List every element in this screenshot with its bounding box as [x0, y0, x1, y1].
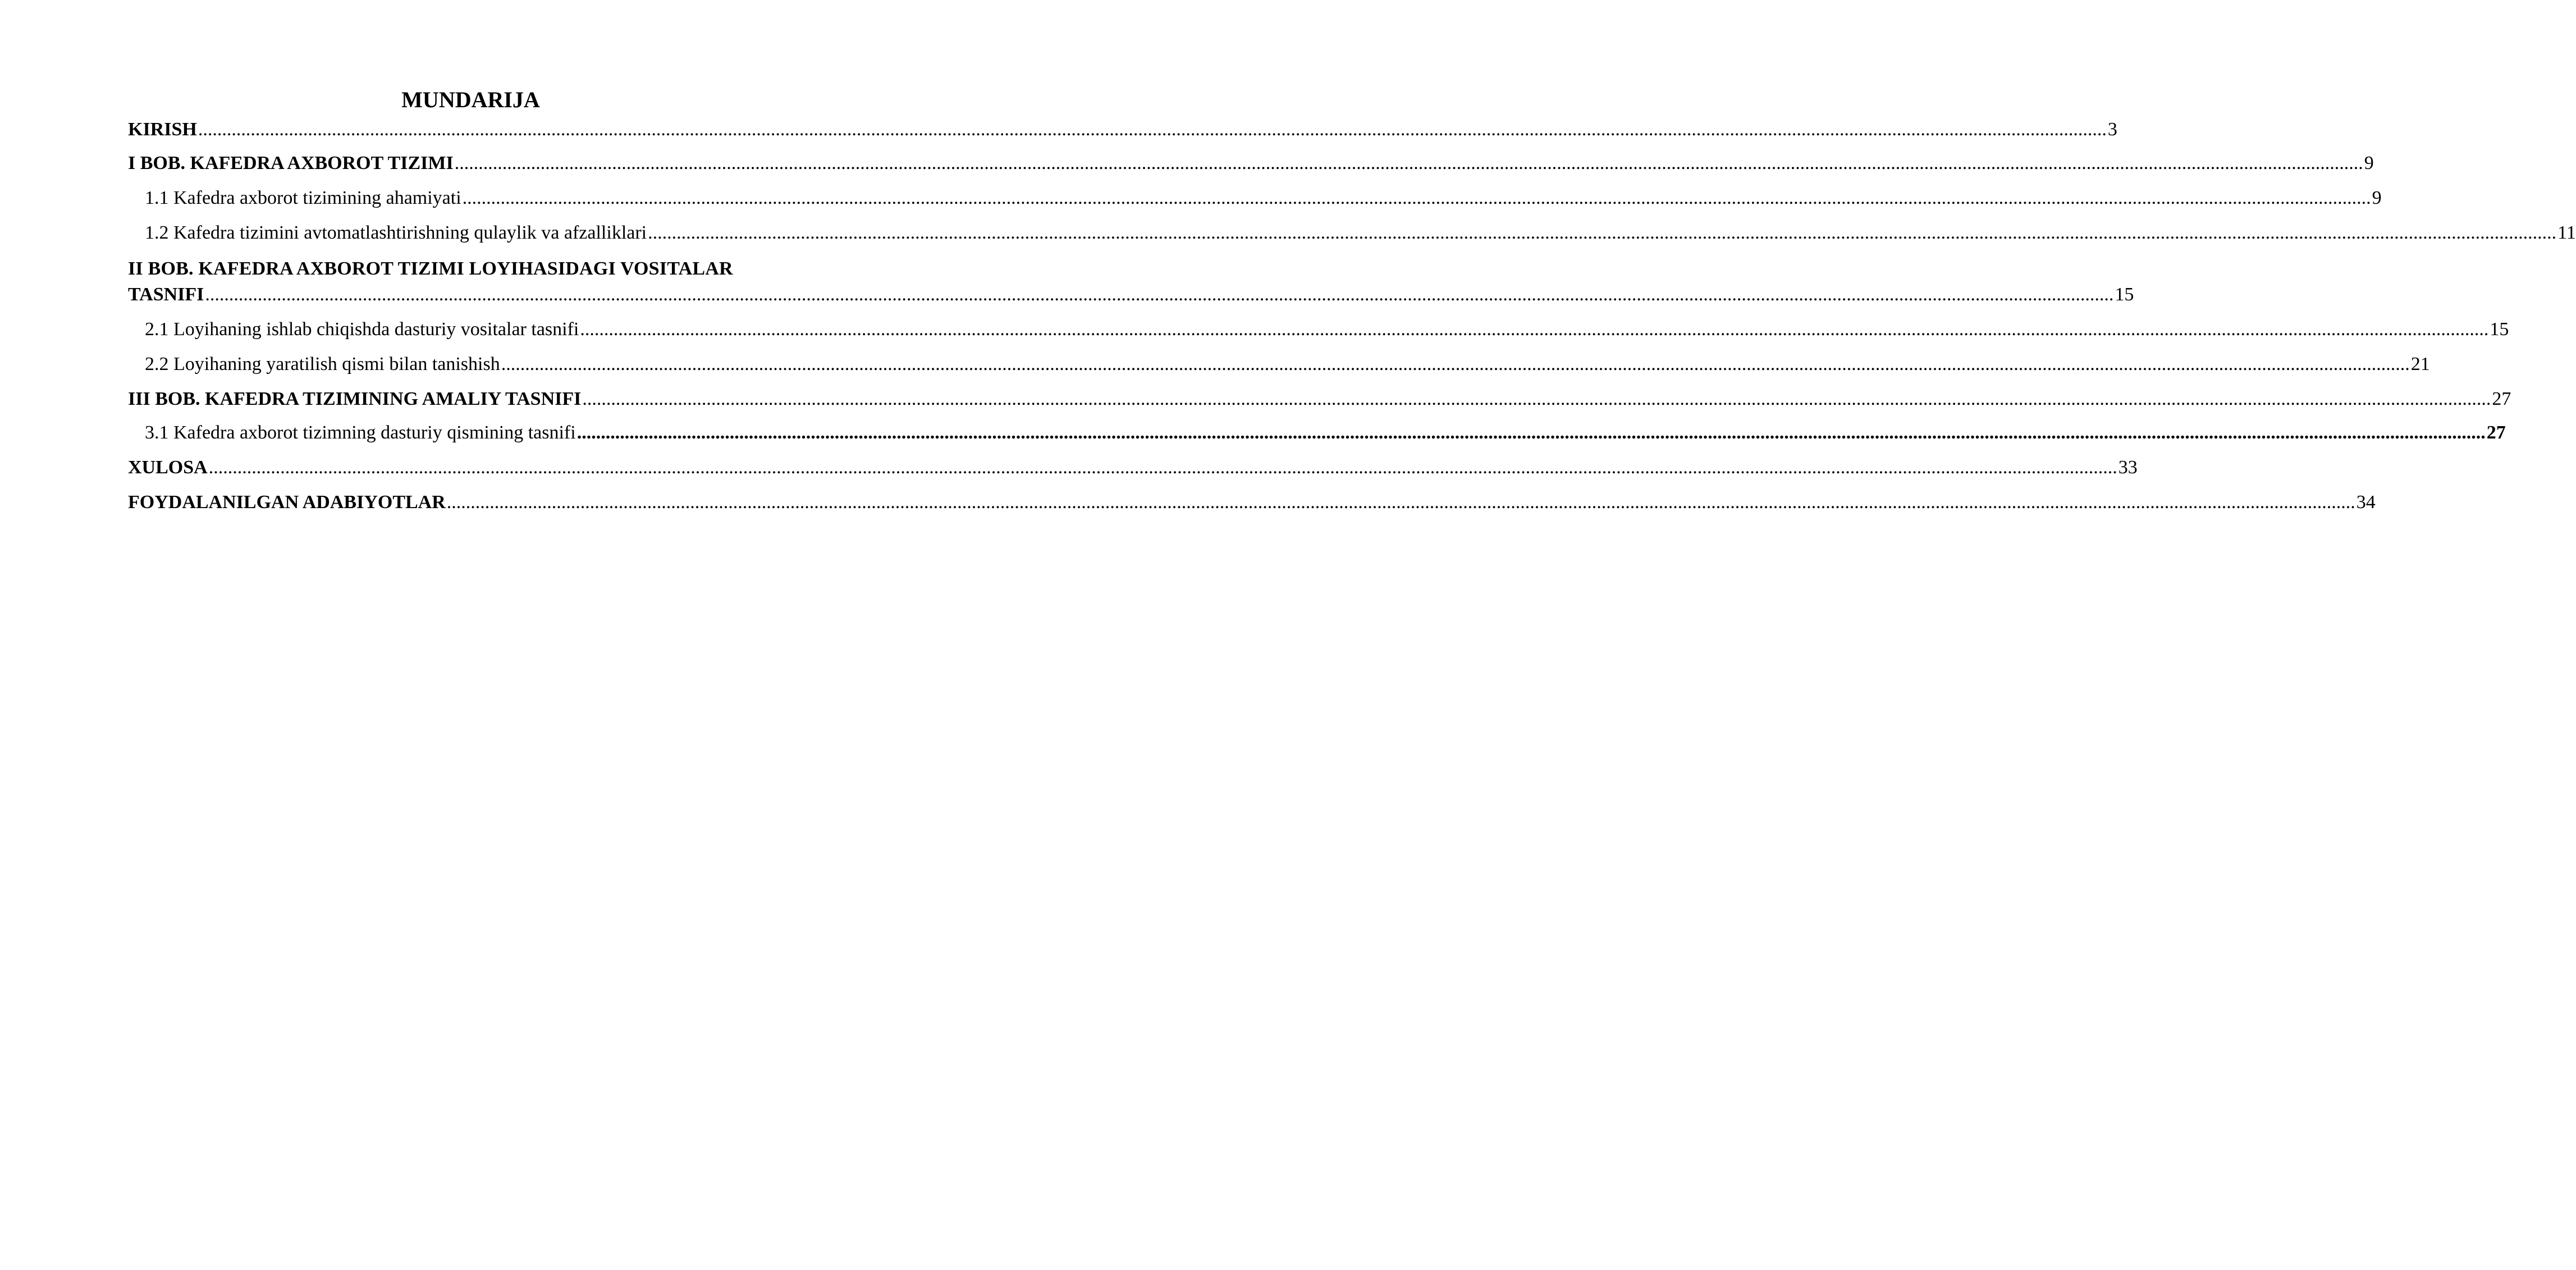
toc-entry-label: 1.2 Kafedra tizimini avtomatlashtirishning qulaylik va afzalliklari — [145, 222, 647, 243]
toc-entry-label-line-1: II BOB. KAFEDRA AXBOROT TIZIMI LOYIHASIDAGI VOSITALAR — [128, 258, 733, 279]
toc-entry-label: III BOB. KAFEDRA TIZIMINING AMALIY TASNIFI — [128, 389, 582, 409]
toc-entry-page: 21 — [2410, 354, 2430, 374]
toc-list — [128, 117, 2576, 515]
toc-entry-chapter-3[interactable] — [128, 386, 2511, 412]
dot-leader: ................................................................................................................................................................................................................................................................................................................................................................................................................ — [208, 457, 2117, 478]
toc-entry-kirish[interactable] — [128, 117, 2117, 143]
toc-entry-label-line-2: TASNIFI — [128, 284, 204, 305]
toc-entry-label: 2.2 Loyihaning yaratilish qismi bilan tanishish — [145, 354, 500, 374]
toc-entry-xulosa[interactable] — [128, 455, 2138, 481]
toc-entry-section-2-1[interactable] — [128, 317, 2509, 342]
toc-entry-chapter-2[interactable] — [128, 256, 2134, 308]
toc-title: MUNDARIJA — [401, 87, 540, 112]
dot-leader: ................................................................................................................................................................................................................................................................................................................................................................................................................ — [198, 119, 2107, 140]
dot-leader: ................................................................................................................................................................................................................................................................................................................................................................................................................ — [648, 222, 2557, 243]
toc-entry-label: FOYDALANILGAN ADABIYOTLAR — [128, 492, 446, 513]
toc-entry-second-line — [128, 282, 2134, 308]
dot-leader: ................................................................................................................................................................................................................................................................................................................................................................................................................ — [576, 422, 2486, 443]
toc-entry-label: 3.1 Kafedra axborot tizimning dasturiy qismining tasnifi — [145, 422, 576, 443]
toc-entry-label: I BOB. KAFEDRA AXBOROT TIZIMI — [128, 153, 454, 173]
toc-entry-label: KIRISH — [128, 119, 197, 140]
toc-entry-label: XULOSA — [128, 457, 208, 478]
dot-leader: ................................................................................................................................................................................................................................................................................................................................................................................................................ — [205, 284, 2114, 305]
toc-entry-label: 1.1 Kafedra axborot tizimining ahamiyati — [145, 188, 461, 208]
toc-entry-chapter-1[interactable] — [128, 150, 2374, 176]
toc-entry-label: 2.1 Loyihaning ishlab chiqishda dasturiy vositalar tasnifi — [145, 319, 579, 340]
toc-entry-page: 27 — [2492, 389, 2511, 409]
toc-entry-section-1-1[interactable] — [128, 185, 2382, 211]
dot-leader: ................................................................................................................................................................................................................................................................................................................................................................................................................ — [501, 354, 2410, 374]
toc-entry-page: 15 — [2490, 319, 2509, 340]
dot-leader: ................................................................................................................................................................................................................................................................................................................................................................................................................ — [454, 153, 2363, 173]
table-of-contents — [128, 84, 2576, 515]
toc-entry-page: 11 — [2557, 222, 2576, 243]
toc-entry-page: 9 — [2364, 153, 2374, 173]
dot-leader: ................................................................................................................................................................................................................................................................................................................................................................................................................ — [462, 188, 2371, 208]
toc-entry-section-2-2[interactable] — [128, 351, 2430, 377]
dot-leader: ................................................................................................................................................................................................................................................................................................................................................................................................................ — [580, 319, 2489, 340]
toc-entry-section-3-1[interactable] — [128, 420, 2506, 446]
toc-entry-references[interactable] — [128, 490, 2376, 515]
toc-entry-page: 33 — [2118, 457, 2138, 478]
toc-entry-page: 9 — [2372, 188, 2382, 208]
dot-leader: ................................................................................................................................................................................................................................................................................................................................................................................................................ — [582, 389, 2491, 409]
toc-entry-page: 3 — [2107, 119, 2117, 140]
dot-leader: ................................................................................................................................................................................................................................................................................................................................................................................................................ — [446, 492, 2355, 513]
toc-entry-page: 15 — [2115, 284, 2134, 305]
toc-entry-section-1-2[interactable] — [128, 220, 2576, 246]
toc-entry-page: 27 — [2486, 422, 2506, 443]
toc-entry-page: 34 — [2356, 492, 2376, 513]
